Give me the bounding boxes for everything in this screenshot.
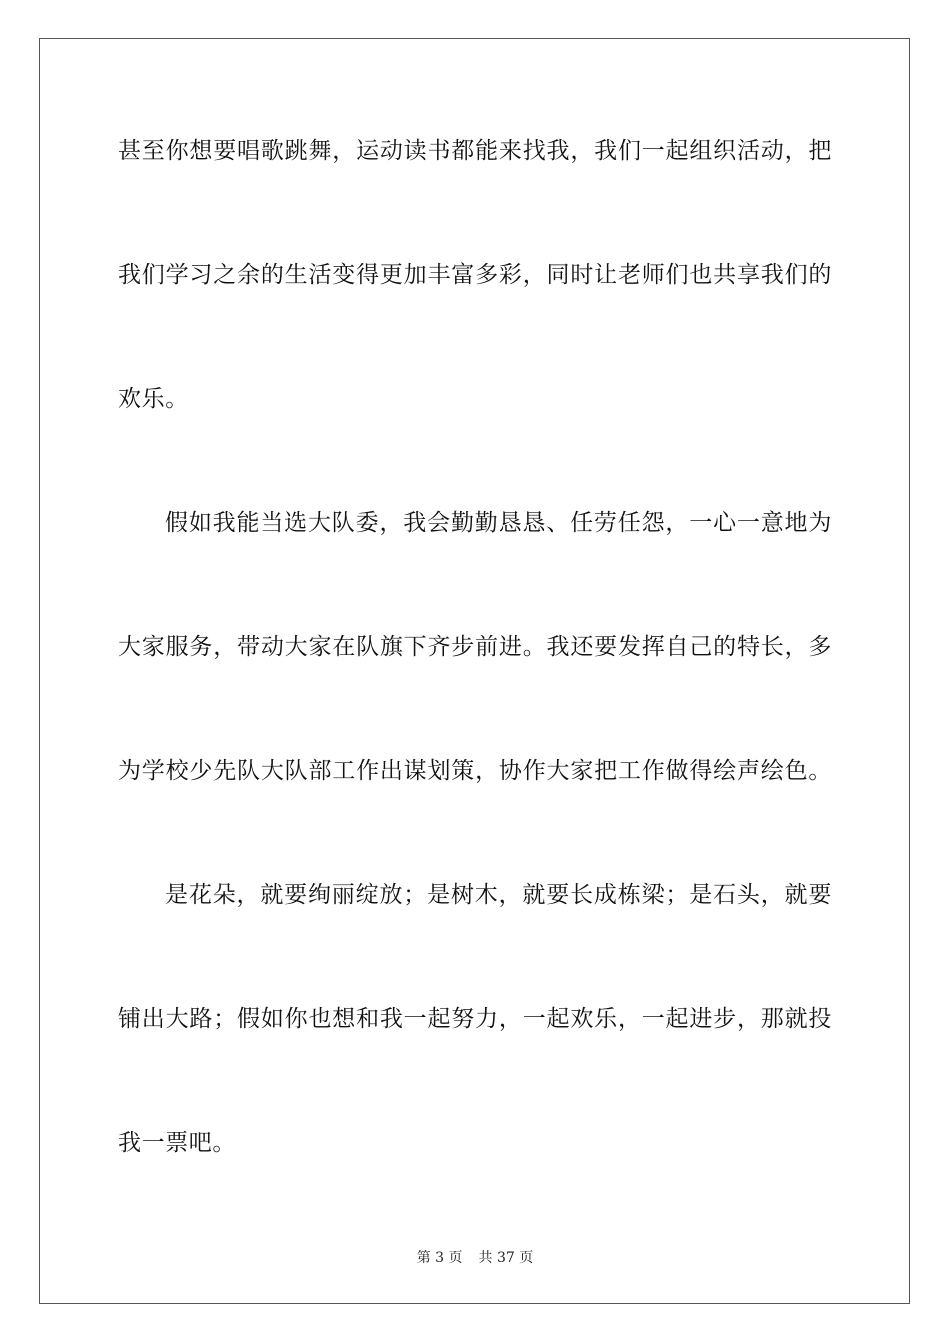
page-total: 共 37 页 <box>478 1250 534 1266</box>
body-line-3: 欢乐。 <box>118 386 189 412</box>
body-line-1: 甚至你想要唱歌跳舞，运动读书都能来找我，我们一起组织活动，把 <box>118 138 832 164</box>
body-line-9: 我一票吧。 <box>118 1130 236 1156</box>
body-line-5: 大家服务，带动大家在队旗下齐步前进。我还要发挥自己的特长，多 <box>118 634 832 660</box>
body-line-2: 我们学习之余的生活变得更加丰富多彩，同时让老师们也共享我们的 <box>118 262 832 288</box>
body-line-6: 为学校少先队大队部工作出谋划策，协作大家把工作做得绘声绘色。 <box>118 758 832 784</box>
page-number: 第 3 页 <box>416 1250 463 1266</box>
body-line-8: 铺出大路；假如你也想和我一起努力，一起欢乐，一起进步，那就投 <box>118 1006 832 1032</box>
page-footer <box>0 1247 950 1267</box>
body-line-4: 假如我能当选大队委，我会勤勤恳恳、任劳任怨，一心一意地为 <box>165 510 832 536</box>
body-line-7: 是花朵，就要绚丽绽放；是树木，就要长成栋梁；是石头，就要 <box>165 882 832 908</box>
document-body <box>118 128 832 1244</box>
